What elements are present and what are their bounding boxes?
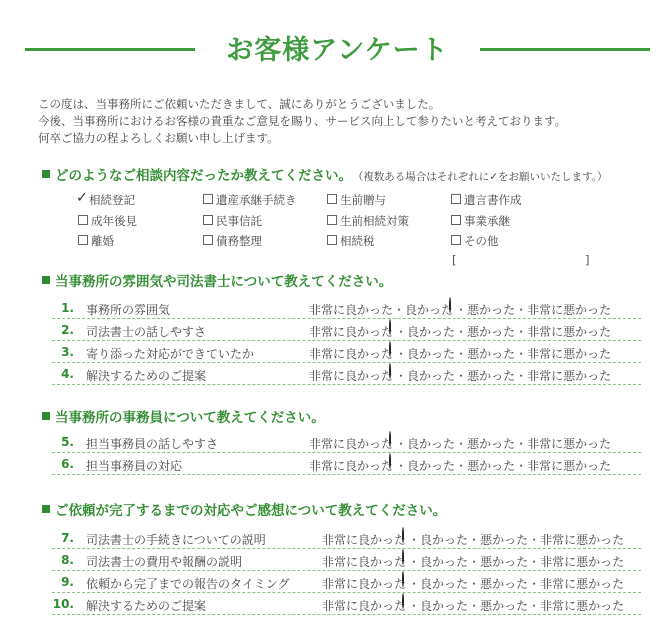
rating-option[interactable]: 非常に悪かった [527,459,612,473]
rating-option[interactable]: 良かった [407,325,456,339]
rating-option[interactable]: 良かった [405,303,455,317]
scale-separator: ・ [468,577,481,591]
rating-option[interactable]: 良かった [407,437,456,451]
scale-separator: ・ [455,459,468,473]
title-rule-left [25,48,195,51]
section1-note: （複数ある場合はそれぞれに✓をお願いいたします。） [358,171,608,183]
scale-separator: ・ [455,347,468,361]
row-divider [52,614,641,615]
section1-heading [42,164,607,184]
rating-option[interactable]: 非常に良かった [309,325,395,339]
selection-circle-icon [402,527,404,543]
question-number: 6. [61,457,74,471]
rating-option[interactable]: 非常に良かった [322,577,408,591]
rating-option[interactable]: 良かった [407,347,456,361]
rating-option[interactable]: 良かった [420,555,469,569]
selection-circle-icon [402,571,404,587]
rating-option[interactable]: 非常に悪かった [527,347,612,361]
rating-option[interactable]: 良かった [407,459,456,473]
scale-separator: ・ [408,555,421,569]
option-checkbox[interactable] [451,213,510,229]
question-text: 依頼から完了までの報告のタイミング [86,577,290,591]
scale-separator: ・ [408,533,421,547]
scale-separator: ・ [395,369,408,383]
scale-separator: ・ [408,577,421,591]
question-number: 3. [61,345,74,359]
option-label: 生前相続対策 [340,214,409,228]
option-label: 相続税 [340,234,375,248]
section2-heading-text: 当事務所の雰囲気や司法書士について教えてください。 [55,274,393,290]
checkbox-box[interactable] [327,215,337,225]
rating-option[interactable]: 悪かった [480,599,529,613]
question-text: 司法書士の手続きについての説明 [86,533,266,547]
title-rule-right [480,48,650,51]
rating-row [0,363,671,385]
intro-line: この度は、当事務所にご依頼いただきまして、誠にありがとうございました。 [38,97,441,111]
scale-separator: ・ [455,369,468,383]
section1-heading-text: どのようなご相談内容だったか教えてください。 [55,168,352,184]
question-text: 解決するためのご提案 [86,599,207,613]
title-bar [0,28,671,68]
rating-option[interactable]: 良かった [420,533,469,547]
rating-row [0,571,671,593]
scale-separator: ・ [515,303,528,317]
checkbox-box[interactable] [203,215,213,225]
rating-option[interactable]: 悪かった [467,369,516,383]
scale-separator: ・ [468,599,481,613]
selection-circle-icon [389,363,391,379]
rating-row [0,593,671,615]
intro-line: 何卒ご協力の程よろしくお願い申し上げます。 [38,131,279,145]
rating-option[interactable]: 非常に良かった [322,555,408,569]
rating-option[interactable]: 非常に良かった [322,533,408,547]
question-number: 1. [61,301,74,315]
section3-heading-text: 当事務所の事務員について教えてください。 [55,410,325,426]
section2-heading [42,270,392,290]
scale-separator: ・ [455,325,468,339]
checkbox-box[interactable] [76,190,88,206]
option-checkbox[interactable] [203,213,262,229]
checkbox-box[interactable] [451,235,461,245]
rating-option[interactable]: 非常に良かった [322,599,408,613]
scale-separator: ・ [395,459,408,473]
rating-option[interactable]: 非常に悪かった [540,533,625,547]
scale-separator: ・ [515,437,528,451]
intro-line: 今後、当事務所におけるお客様の貴重なご意見を賜り、サービス向上して参りたいと考えております。 [38,114,567,128]
section3-heading [42,406,325,426]
question-text: 司法書士の費用や報酬の説明 [86,555,243,569]
question-number: 2. [61,323,74,337]
selection-circle-icon [449,297,451,313]
question-number: 7. [61,531,74,545]
square-bullet-icon [42,276,50,284]
scale-separator: ・ [528,599,541,613]
question-text: 担当事務員の話しやすさ [86,437,219,451]
rating-scale [309,345,611,362]
rating-scale [322,531,624,548]
rating-scale [309,367,611,384]
row-divider [52,474,641,475]
rating-option[interactable]: 悪かった [480,555,529,569]
row-divider [52,384,641,385]
question-text: 解決するためのご提案 [86,369,207,383]
scale-separator: ・ [515,369,528,383]
question-number: 10. [52,597,74,611]
rating-row [0,549,671,571]
scale-separator: ・ [408,599,421,613]
rating-option[interactable]: 悪かった [467,303,516,317]
rating-scale [322,553,624,570]
rating-option[interactable]: 非常に悪かった [527,303,612,317]
rating-option[interactable]: 非常に悪かった [540,555,625,569]
selection-circle-icon [402,549,404,565]
rating-option[interactable]: 非常に悪かった [527,325,612,339]
rating-option[interactable]: 非常に良かった [309,347,395,361]
intro-text [38,96,566,147]
option-checkbox[interactable] [327,233,375,249]
rating-row [0,527,671,549]
square-bullet-icon [42,505,50,513]
rating-option[interactable]: 非常に良かった [309,303,394,317]
rating-scale [309,323,611,340]
scale-separator: ・ [528,533,541,547]
option-checkbox[interactable] [78,192,135,208]
rating-option[interactable]: 非常に悪かった [527,437,612,451]
option-checkbox[interactable] [78,233,114,249]
option-checkbox[interactable] [327,213,409,229]
rating-option[interactable]: 良かった [420,577,469,591]
rating-scale [322,575,624,592]
rating-option[interactable]: 非常に悪かった [527,369,612,383]
option-label: 生前贈与 [340,193,386,207]
scale-separator: ・ [455,437,468,451]
scale-separator: ・ [395,437,408,451]
option-checkbox[interactable] [327,192,386,208]
rating-row [0,431,671,453]
option-label: 遺産承継手続き [216,193,297,207]
selection-circle-icon [389,319,391,335]
option-label: 相続登記 [89,193,135,207]
checkbox-box[interactable] [203,235,213,245]
option-label: 遺言書作成 [464,193,522,207]
scale-separator: ・ [393,303,406,317]
question-text: 担当事務員の対応 [86,459,183,473]
selection-circle-icon [389,453,391,469]
checkbox-box[interactable] [203,194,213,204]
rating-option[interactable]: 悪かった [467,459,516,473]
rating-row [0,341,671,363]
rating-option[interactable]: 悪かった [467,437,516,451]
question-number: 9. [61,575,74,589]
scale-separator: ・ [515,325,528,339]
rating-scale [322,597,624,614]
rating-option[interactable]: 悪かった [480,577,529,591]
option-label: 成年後見 [91,214,137,228]
option-checkbox[interactable] [203,192,297,208]
selection-circle-icon [402,593,404,609]
rating-scale [309,457,611,474]
scale-separator: ・ [395,347,408,361]
question-text: 司法書士の話しやすさ [86,325,207,339]
rating-option[interactable]: 悪かった [467,347,516,361]
checkbox-box[interactable] [327,235,337,245]
option-label: 事業承継 [464,214,510,228]
question-text: 寄り添った対応ができていたか [86,347,255,361]
rating-option[interactable]: 非常に良かった [309,369,395,383]
option-checkbox[interactable] [451,233,499,249]
rating-option[interactable]: 非常に悪かった [540,577,625,591]
page-title: お客様アンケート [226,35,449,66]
question-number: 5. [61,435,74,449]
rating-option[interactable]: 非常に良かった [309,437,395,451]
option-label: 民事信託 [216,214,262,228]
section4-heading-text: ご依頼が完了するまでの対応やご感想について教えてください。 [55,503,447,519]
option-label: その他 [464,234,499,248]
question-number: 8. [61,553,74,567]
selection-circle-icon [389,431,391,447]
option-checkbox[interactable] [78,213,137,229]
rating-row [0,297,671,319]
rating-option[interactable]: 悪かった [467,325,516,339]
rating-option[interactable]: 非常に悪かった [540,599,625,613]
square-bullet-icon [42,412,50,420]
selection-circle-icon [389,341,391,357]
scale-separator: ・ [528,577,541,591]
scale-separator: ・ [528,555,541,569]
scale-separator: ・ [515,347,528,361]
checkbox-box[interactable] [78,235,88,245]
question-text: 事務所の雰囲気 [86,303,171,317]
scale-separator: ・ [515,459,528,473]
checkmark-icon: ✓ [76,190,88,206]
rating-scale [309,301,611,318]
scale-separator: ・ [468,533,481,547]
checkbox-box[interactable] [327,194,337,204]
section4-heading [42,499,446,519]
scale-separator: ・ [468,555,481,569]
rating-option[interactable]: 良かった [420,599,469,613]
option-checkbox[interactable] [451,192,522,208]
option-label: 離婚 [91,234,114,248]
checkbox-box[interactable] [451,194,461,204]
checkbox-box[interactable] [78,215,88,225]
square-bullet-icon [42,170,50,178]
checkbox-box[interactable] [451,215,461,225]
rating-scale [309,435,611,452]
rating-row [0,453,671,475]
scale-separator: ・ [455,303,468,317]
option-label: 債務整理 [216,234,262,248]
rating-row [0,319,671,341]
rating-option[interactable]: 非常に良かった [309,459,395,473]
other-bracket-close: ] [585,253,590,267]
option-checkbox[interactable] [203,233,262,249]
question-number: 4. [61,367,74,381]
scale-separator: ・ [395,325,408,339]
rating-option[interactable]: 良かった [407,369,456,383]
rating-option[interactable]: 悪かった [480,533,529,547]
other-bracket-open: [ [452,253,457,267]
